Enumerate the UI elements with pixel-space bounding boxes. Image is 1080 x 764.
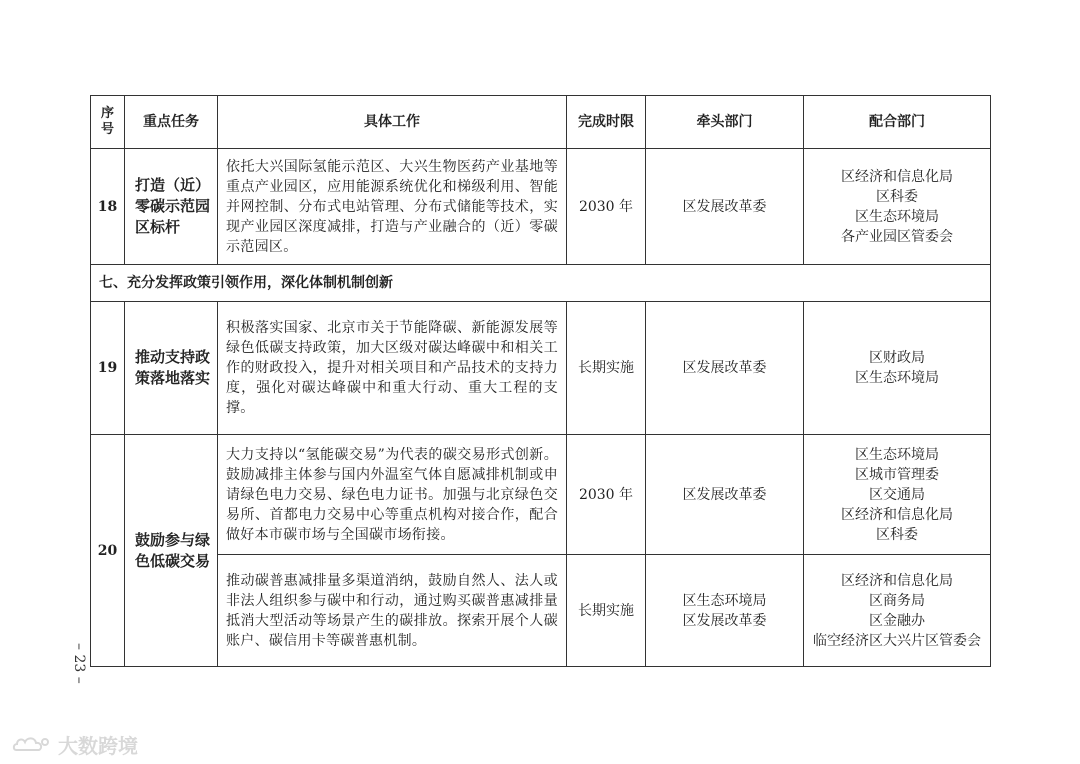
coop-dept: 区生态环境局	[855, 208, 939, 225]
lead-dept: 区发展改革委	[682, 360, 767, 376]
cloud-logo-icon	[12, 734, 52, 756]
coop-dept: 区生态环境局	[855, 446, 939, 463]
row-task: 打造（近）零碳示范园区标杆	[125, 149, 218, 265]
row-work: 大力支持以“氢能碳交易”为代表的碳交易形式创新。鼓励减排主体参与国内外温室气体自愿减排机制或申请绿色电力交易、绿色电力证书。加强与北京绿色交易所、首都电力交易中心等重点机构对接合作，配合做好本市碳市场与全国碳市场衔接。	[218, 435, 567, 555]
row-seq: 20	[91, 435, 125, 667]
table-row	[91, 555, 991, 667]
lead-dept: 区发展改革委	[682, 198, 767, 215]
header-seq: 序号	[91, 96, 125, 149]
coop-dept: 区经济和信息化局	[841, 168, 953, 185]
table-row	[91, 149, 991, 265]
lead-dept: 区发展改革委	[682, 486, 767, 503]
coop-dept: 区科委	[876, 526, 918, 543]
row-deadline: 2030 年	[567, 435, 646, 555]
row-work: 依托大兴国际氢能示范区、大兴生物医药产业基地等重点产业园区，应用能源系统优化和梯级利用、智能并网控制、分布式电站管理、分布式储能等技术，实现产业园区深度减排，打造与产业融合的（近）零碳示范园区。	[218, 149, 567, 265]
row-coop	[804, 435, 991, 555]
row-coop	[804, 302, 991, 435]
row-task: 鼓励参与绿色低碳交易	[125, 435, 218, 667]
coop-dept: 区城市管理委	[855, 466, 939, 483]
coop-dept: 临空经济区大兴片区管委会	[813, 632, 981, 649]
coop-dept: 区商务局	[869, 592, 925, 609]
section-heading: 七、充分发挥政策引领作用，深化体制机制创新	[91, 265, 991, 302]
row-seq: 18	[91, 149, 125, 265]
table-header-row	[91, 96, 991, 149]
row-deadline: 长期实施	[567, 302, 646, 435]
lead-dept: 区发展改革委	[682, 612, 767, 629]
page-number: – 23 –	[71, 643, 87, 684]
header-work: 具体工作	[218, 96, 567, 149]
coop-dept: 区经济和信息化局	[841, 506, 953, 523]
row-seq: 19	[91, 302, 125, 435]
lead-dept: 区生态环境局	[682, 592, 767, 609]
section-row	[91, 265, 991, 302]
row-deadline: 2030 年	[567, 149, 646, 265]
row-task: 推动支持政策落地落实	[125, 302, 218, 435]
table-row	[91, 302, 991, 435]
row-deadline: 长期实施	[567, 555, 646, 667]
watermark	[12, 730, 138, 759]
row-work: 推动碳普惠减排量多渠道消纳，鼓励自然人、法人或非法人组织参与碳中和行动，通过购买碳普惠减排量抵消大型活动等场景产生的碳排放。探索开展个人碳账户、碳信用卡等碳普惠机制。	[218, 555, 567, 667]
row-lead	[646, 302, 804, 435]
row-lead	[646, 149, 804, 265]
header-coop: 配合部门	[804, 96, 991, 149]
row-work: 积极落实国家、北京市关于节能降碳、新能源发展等绿色低碳支持政策，加大区级对碳达峰碳中和相关工作的财政投入，提升对相关项目和产品技术的支持力度，强化对碳达峰碳中和重大行动、重大工程的支撑。	[218, 302, 567, 435]
watermark-text: 大数跨境	[58, 734, 138, 758]
header-lead: 牵头部门	[646, 96, 804, 149]
coop-dept: 区科委	[876, 188, 918, 205]
table-row	[91, 435, 991, 555]
header-deadline: 完成时限	[567, 96, 646, 149]
coop-dept: 区交通局	[869, 486, 925, 503]
row-lead	[646, 435, 804, 555]
coop-dept: 各产业园区管委会	[841, 228, 953, 245]
coop-dept: 区财政局	[869, 350, 925, 366]
coop-dept: 区经济和信息化局	[841, 572, 953, 589]
row-lead	[646, 555, 804, 667]
row-coop	[804, 555, 991, 667]
header-task: 重点任务	[125, 96, 218, 149]
policy-table	[90, 95, 991, 667]
row-coop	[804, 149, 991, 265]
coop-dept: 区金融办	[869, 612, 925, 629]
coop-dept: 区生态环境局	[855, 370, 939, 386]
